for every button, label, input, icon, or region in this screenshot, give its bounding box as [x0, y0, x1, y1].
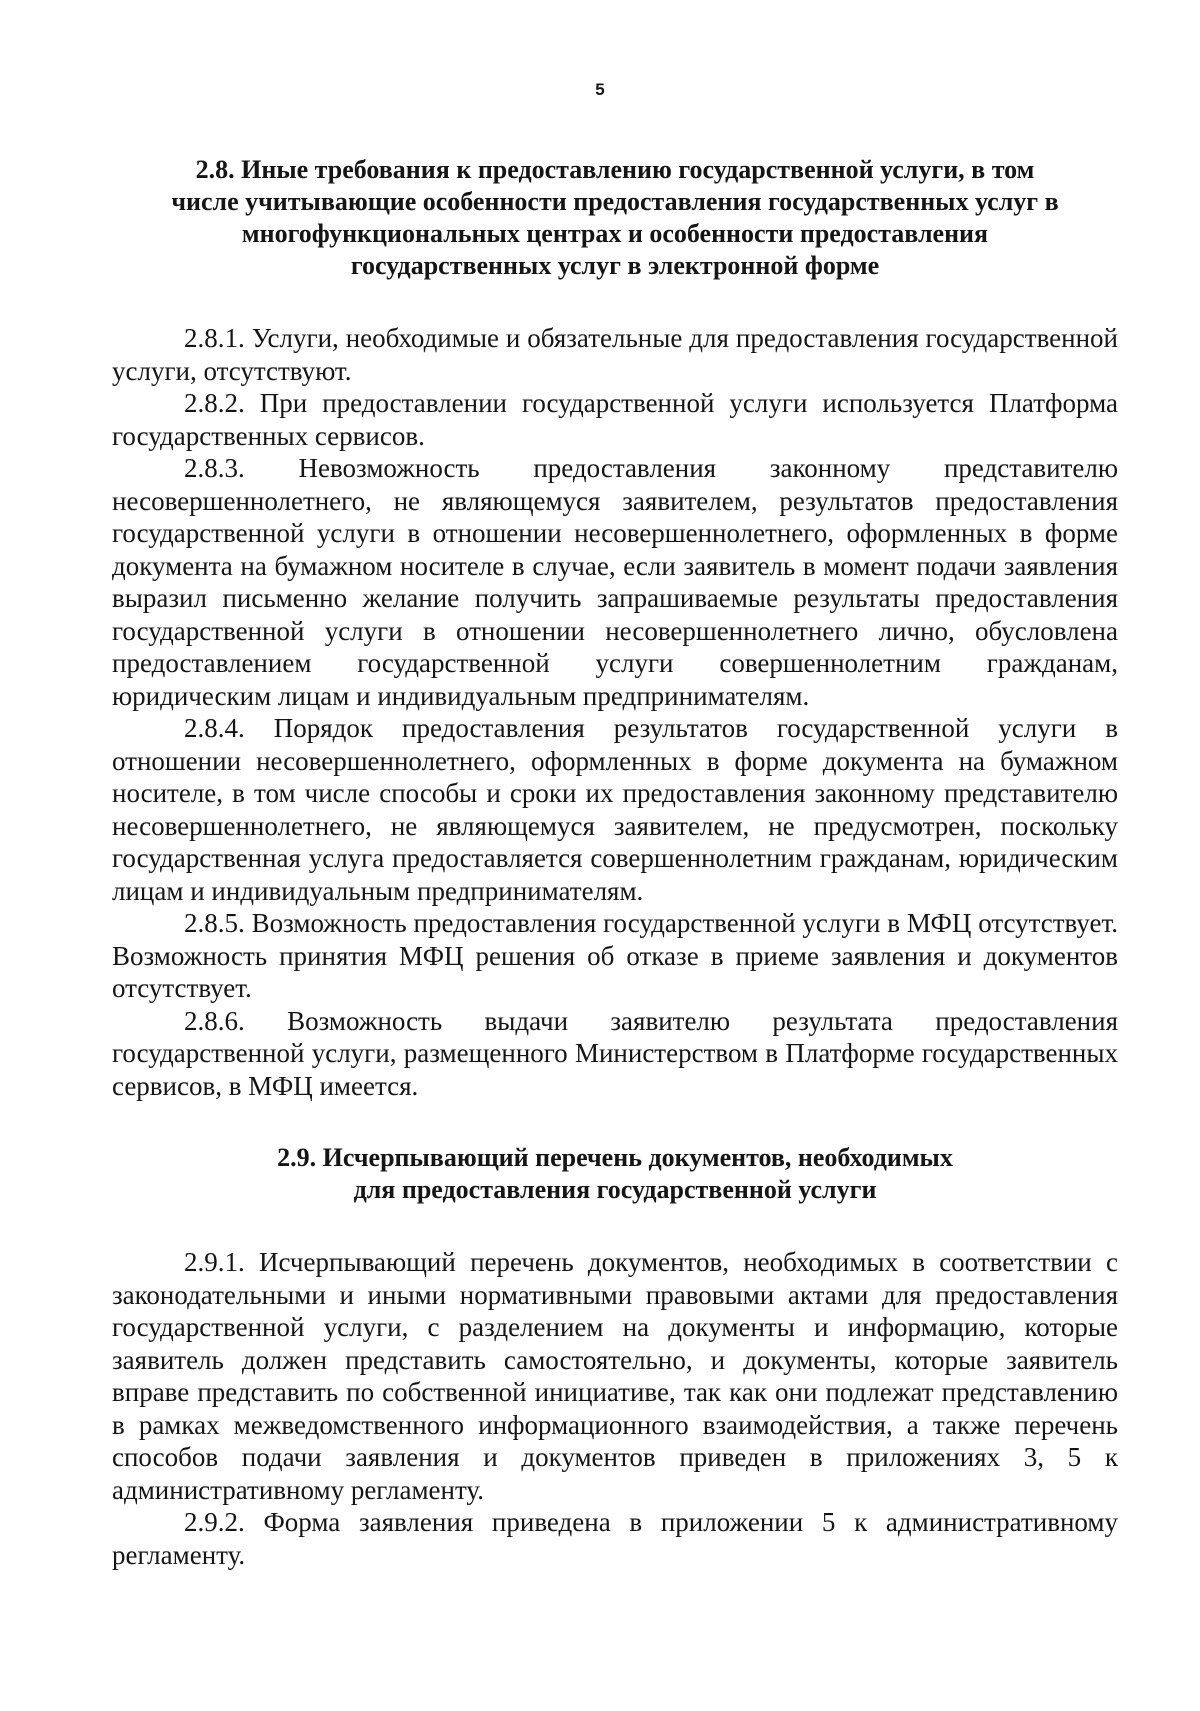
section-heading: [112, 154, 1118, 282]
section-2-9: [112, 1142, 1118, 1571]
section-2-8: [112, 154, 1118, 1102]
paragraph: 2.8.4. Порядок предоставления результатов государственной услуги в отношении несовершеннолетнего, оформленных в форме документа на бумажном носителе, в том числе способы и сроки их предоставления законному представителю несовершеннолетнего, не являющемуся заявителем, не предусмотрен, поскольку государственная услуга предоставляется совершеннолетним гражданам, юридическим лицам и индивидуальным предпринимателям.: [112, 713, 1118, 906]
heading-line: многофункциональных центрах и особенности предоставления: [241, 219, 989, 248]
heading-line: для предоставления государственной услуги: [353, 1175, 877, 1204]
page-number: 5: [595, 80, 605, 99]
paragraph: 2.9.2. Форма заявления приведена в приложении 5 к административному регламенту.: [112, 1507, 1118, 1570]
paragraph: 2.8.5. Возможность предоставления государственной услуги в МФЦ отсутствует. Возможность принятия МФЦ решения об отказе в приеме заявления и документов отсутствует.: [112, 908, 1118, 1003]
heading-line: числе учитывающие особенности предоставления государственных услуг в: [171, 187, 1059, 216]
paragraph: 2.8.2. При предоставлении государственной услуги используется Платформа государственных сервисов.: [112, 388, 1118, 451]
heading-line: 2.8. Иные требования к предоставлению государственной услуги, в том: [195, 155, 1035, 184]
document-body: [112, 154, 1118, 1571]
heading-line: государственных услуг в электронной форме: [350, 251, 880, 280]
paragraph: 2.9.1. Исчерпывающий перечень документов, необходимых в соответствии с законодательными и иными нормативными правовыми актами для предоставления государственной услуги, с разделением на документы и информацию, которые заявитель должен представить самостоятельно, и документы, которые заявитель вправе представить по собственной инициативе, так как они подлежат представлению в рамках межведомственного информационного взаимодействия, а также перечень способов подачи заявления и документов приведен в приложениях 3, 5 к административному регламенту.: [112, 1247, 1118, 1505]
paragraph: 2.8.1. Услуги, необходимые и обязательные для предоставления государственной услуги, отсутствуют.: [112, 323, 1118, 386]
paragraph: 2.8.6. Возможность выдачи заявителю результата предоставления государственной услуги, размещенного Министерством в Платформе государственных сервисов, в МФЦ имеется.: [112, 1005, 1118, 1101]
section-heading: [112, 1142, 1118, 1206]
heading-line: 2.9. Исчерпывающий перечень документов, необходимых: [277, 1143, 953, 1172]
paragraph: 2.8.3. Невозможность предоставления законному представителю несовершеннолетнего, не являющемуся заявителем, результатов предоставления государственной услуги в отношении несовершеннолетнего, оформленных в форме документа на бумажном носителе в случае, если заявитель в момент подачи заявления выразил письменно желание получить запрашиваемые результаты предоставления государственной услуги в отношении несовершеннолетнего лично, обусловлена предоставлением государственной услуги совершеннолетним гражданам, юридическим лицам и индивидуальным предпринимателям.: [112, 453, 1118, 711]
